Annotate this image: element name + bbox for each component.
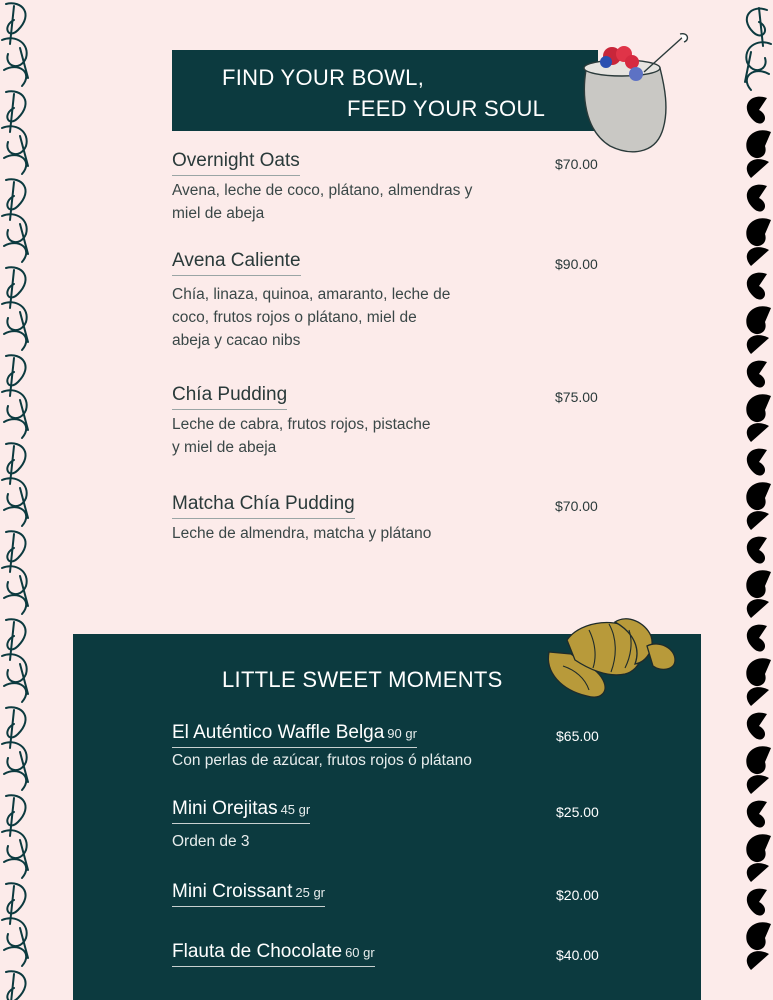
item-price: $20.00 [556,887,599,903]
item-name: Overnight Oats [172,150,300,176]
menu-item-chia-pudding [172,384,430,459]
item-name: El Auténtico Waffle Belga 90 gr [172,722,417,748]
item-weight: 25 gr [295,885,326,900]
menu-item-mini-croissant [172,881,325,907]
menu-item-matcha-chia-pudding [172,493,431,545]
item-price: $90.00 [555,256,598,272]
item-weight: 45 gr [280,802,311,817]
menu-item-mini-orejitas [172,798,310,853]
item-name: Mini Orejitas 45 gr [172,798,310,824]
right-pattern-border [737,0,773,1000]
item-name: Flauta de Chocolate 60 gr [172,941,375,967]
item-price: $40.00 [556,947,599,963]
menu-item-overnight-oats [172,150,472,225]
menu-item-flauta-chocolate [172,941,375,967]
item-name: Matcha Chía Pudding [172,493,355,519]
item-description: Con perlas de azúcar, frutos rojos ó plátano [172,752,472,769]
yogurt-jar-icon [576,32,692,156]
left-pattern-border [0,0,36,1000]
item-price: $25.00 [556,804,599,820]
item-price: $70.00 [555,498,598,514]
item-description: Leche de almendra, matcha y plátano [172,525,432,542]
item-description: Orden de 3 [172,833,250,850]
banner-line-1: FIND YOUR BOWL, [222,65,425,90]
item-price: $75.00 [555,389,598,405]
croissant-icon [541,612,681,712]
item-price: $70.00 [555,156,598,172]
item-description: Avena, leche de coco, plátano, almendras y miel de abeja [172,182,473,222]
item-weight: 60 gr [345,945,375,960]
item-price: $65.00 [556,728,599,744]
item-weight: 90 gr [387,726,417,741]
item-name: Mini Croissant 25 gr [172,881,325,907]
section-title: LITTLE SWEET MOMENTS [222,667,503,692]
item-name: Avena Caliente [172,250,301,276]
menu-item-waffle [172,722,472,772]
item-description: Leche de cabra, frutos rojos, pistache y miel de abeja [172,416,431,456]
menu-item-avena-caliente [172,250,450,352]
banner-line-2: FEED YOUR SOUL [347,96,546,121]
item-description: Chía, linaza, quinoa, amaranto, leche de coco, frutos rojos o plátano, miel de abeja y cacao nibs [172,286,451,349]
bowls-banner [172,50,598,131]
item-name: Chía Pudding [172,384,287,410]
